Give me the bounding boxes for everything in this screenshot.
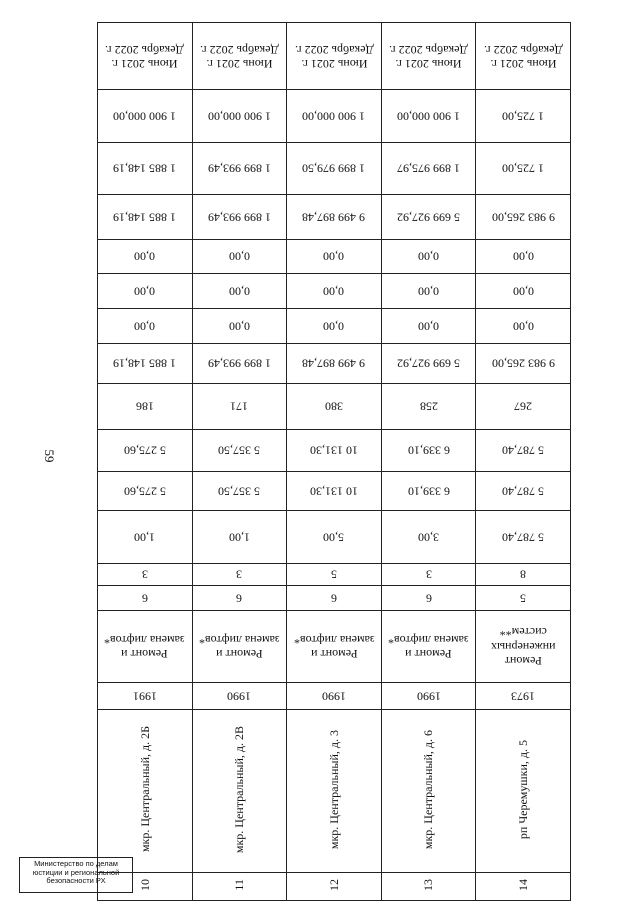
area-cell xyxy=(381,430,476,472)
cost-limit-cell-text: 1 900 000,00 xyxy=(397,109,461,124)
text-line: замена лифтов* xyxy=(104,632,186,647)
fund-cell xyxy=(381,274,476,309)
area-cell-text: 5 787,40 xyxy=(502,484,545,499)
fund-cell-text: 0,00 xyxy=(228,284,250,299)
total-cost-cell xyxy=(192,195,287,240)
ministry-stamp xyxy=(19,857,133,893)
total-cost-cell xyxy=(476,195,571,240)
text-line: Ремонт xyxy=(504,654,542,669)
text-line: Декабрь 2022 г. xyxy=(483,42,563,56)
unit-cost-cell xyxy=(287,143,382,195)
fund-cell-text: 0,00 xyxy=(418,319,440,334)
text-line: Ремонт и xyxy=(121,646,169,661)
cost-cell-text: 9 983 265,00 xyxy=(491,356,555,371)
area-cell xyxy=(476,472,571,511)
total-cost-cell-text: 1 899 993,49 xyxy=(207,210,271,225)
quantity-cell-text: 3,00 xyxy=(418,530,440,545)
floors-cell-text: 3 xyxy=(236,567,243,582)
entrances-cell-text: 6 xyxy=(425,591,432,606)
total-cost-cell-text: 1 885 148,19 xyxy=(113,210,177,225)
quantity-cell-text: 5 787,40 xyxy=(502,530,545,545)
fund-cell-text: 0,00 xyxy=(418,284,440,299)
text-line: Декабрь 2022 г. xyxy=(294,42,374,56)
total-cost-cell-text: 9 499 897,48 xyxy=(302,210,366,225)
fund-cell-text: 0,00 xyxy=(228,319,250,334)
fund-cell xyxy=(192,240,287,274)
period-cell xyxy=(192,23,287,90)
cost-limit-cell-text: 1 900 000,00 xyxy=(207,109,271,124)
area-cell-text: 6 339,10 xyxy=(407,484,450,499)
work-type-cell-text xyxy=(388,632,469,661)
fund-cell-text: 0,00 xyxy=(418,249,440,264)
address-cell-text: мкр. Центральный, д. 6 xyxy=(421,729,436,849)
address-cell-text: рп Черемушки, д. 5 xyxy=(515,739,530,839)
floors-cell-text: 3 xyxy=(425,567,432,582)
unit-cost-cell xyxy=(192,143,287,195)
quantity-cell xyxy=(476,511,571,564)
total-cost-cell-text: 9 983 265,00 xyxy=(491,210,555,225)
area-cell-text: 6 339,10 xyxy=(407,443,450,458)
row-number-cell-text: 12 xyxy=(326,878,341,891)
area-cell xyxy=(287,430,382,472)
floors-cell xyxy=(381,564,476,586)
cost-cell-text: 9 499 897,48 xyxy=(302,356,366,371)
address-cell xyxy=(192,710,287,873)
text-line: Июнь 2021 г. xyxy=(490,56,557,71)
fund-cell xyxy=(476,274,571,309)
text-line: Декабрь 2022 г. xyxy=(105,42,185,56)
floors-cell-text: 8 xyxy=(520,567,527,582)
rotated-table xyxy=(97,22,571,891)
cost-cell-text: 5 699 927,92 xyxy=(397,356,461,371)
text-line: Июнь 2021 г. xyxy=(395,56,462,71)
residents-cell xyxy=(192,384,287,430)
residents-cell-text: 186 xyxy=(135,399,154,414)
row-number-cell-text: 14 xyxy=(515,878,530,891)
total-cost-cell xyxy=(98,195,193,240)
area-cell-text: 5 357,50 xyxy=(218,443,261,458)
quantity-cell xyxy=(381,511,476,564)
quantity-cell-text: 1,00 xyxy=(228,530,250,545)
work-type-cell-text xyxy=(491,625,556,668)
year-cell-text: 1990 xyxy=(321,689,346,704)
fund-cell-text: 0,00 xyxy=(134,319,156,334)
row-number-cell-text: 13 xyxy=(421,878,436,891)
residents-cell xyxy=(381,384,476,430)
period-cell-text xyxy=(200,42,279,71)
year-cell xyxy=(476,683,571,710)
floors-cell xyxy=(192,564,287,586)
period-cell xyxy=(287,23,382,90)
fund-cell xyxy=(381,240,476,274)
text-line: систем** xyxy=(499,625,547,640)
text-line: инженерных xyxy=(490,639,556,654)
text-line: Июнь 2021 г. xyxy=(111,56,178,71)
fund-cell xyxy=(381,309,476,344)
address-cell-text: мкр. Центральный, д. 3 xyxy=(326,729,341,849)
total-cost-cell xyxy=(381,195,476,240)
work-type-cell-text xyxy=(104,632,185,661)
floors-cell xyxy=(98,564,193,586)
area-cell xyxy=(381,472,476,511)
fund-cell xyxy=(98,274,193,309)
fund-cell-text: 0,00 xyxy=(323,249,345,264)
cost-limit-cell xyxy=(98,90,193,143)
area-cell-text: 5 357,50 xyxy=(218,484,261,499)
cost-cell-text: 1 885 148,19 xyxy=(113,356,177,371)
period-cell-text xyxy=(105,42,184,71)
area-cell-text: 5 275,60 xyxy=(123,443,166,458)
entrances-cell xyxy=(381,586,476,611)
work-type-cell xyxy=(192,611,287,683)
text-line: Июнь 2021 г. xyxy=(300,56,368,71)
page-number: 59 xyxy=(42,449,57,463)
residents-cell-text: 258 xyxy=(419,399,438,414)
row-number-cell-text: 10 xyxy=(137,878,152,891)
area-cell xyxy=(287,472,382,511)
area-cell xyxy=(192,430,287,472)
unit-cost-cell xyxy=(98,143,193,195)
text-line: замена лифтов* xyxy=(293,632,375,647)
unit-cost-cell-text: 1 899 975,97 xyxy=(397,161,461,176)
year-cell xyxy=(287,683,382,710)
cost-cell xyxy=(287,344,382,384)
fund-cell-text: 0,00 xyxy=(323,284,345,299)
entrances-cell xyxy=(192,586,287,611)
cost-cell xyxy=(98,344,193,384)
address-cell xyxy=(98,710,193,873)
quantity-cell-text: 1,00 xyxy=(134,530,156,545)
fund-cell-text: 0,00 xyxy=(512,249,534,264)
unit-cost-cell-text: 1 899 979,50 xyxy=(302,161,366,176)
area-cell xyxy=(98,472,193,511)
address-cell xyxy=(476,710,571,873)
text-line: замена лифтов* xyxy=(199,632,280,647)
cost-limit-cell xyxy=(192,90,287,143)
year-cell xyxy=(192,683,287,710)
text-line: Декабрь 2022 г. xyxy=(389,42,468,56)
work-type-cell xyxy=(287,611,382,683)
floors-cell xyxy=(476,564,571,586)
year-cell-text: 1990 xyxy=(227,689,252,704)
row-number-cell xyxy=(287,873,382,901)
cost-cell-text: 1 899 993,49 xyxy=(207,356,271,371)
cost-cell xyxy=(381,344,476,384)
quantity-cell xyxy=(287,511,382,564)
data-table xyxy=(97,22,571,901)
fund-cell-text: 0,00 xyxy=(134,284,156,299)
stamp-line: безопасности РХ xyxy=(46,876,106,886)
cost-limit-cell xyxy=(476,90,571,143)
area-cell-text: 10 131,30 xyxy=(309,443,358,458)
unit-cost-cell-text: 1 725,00 xyxy=(502,161,545,176)
year-cell-text: 1991 xyxy=(132,689,157,704)
unit-cost-cell-text: 1 899 993,49 xyxy=(207,161,271,176)
row-number-cell-text: 11 xyxy=(232,879,247,891)
unit-cost-cell-text: 1 885 148,19 xyxy=(113,161,177,176)
period-cell xyxy=(381,23,476,90)
area-cell xyxy=(98,430,193,472)
year-cell-text: 1973 xyxy=(511,689,536,704)
quantity-cell xyxy=(192,511,287,564)
entrances-cell xyxy=(476,586,571,611)
fund-cell xyxy=(476,240,571,274)
text-line: Декабрь 2022 г. xyxy=(200,42,279,56)
floors-cell-text: 3 xyxy=(141,567,148,582)
cost-limit-cell-text: 1 900 000,00 xyxy=(113,109,177,124)
year-cell xyxy=(98,683,193,710)
area-cell-text: 10 131,30 xyxy=(309,484,358,499)
entrances-cell-text: 6 xyxy=(141,591,148,606)
period-cell-text xyxy=(484,42,563,71)
work-type-cell xyxy=(381,611,476,683)
cost-limit-cell xyxy=(381,90,476,143)
area-cell-text: 5 787,40 xyxy=(502,443,545,458)
entrances-cell-text: 6 xyxy=(330,591,337,606)
address-cell-text: мкр. Центральный, д. 2В xyxy=(232,725,247,853)
fund-cell-text: 0,00 xyxy=(228,249,250,264)
fund-cell xyxy=(287,274,382,309)
stamp-line: Министерство по делам xyxy=(34,859,118,868)
area-cell-text: 5 275,60 xyxy=(123,484,166,499)
text-line: Ремонт и xyxy=(310,646,358,661)
residents-cell xyxy=(287,384,382,430)
work-type-cell xyxy=(98,611,193,683)
text-line: Ремонт и xyxy=(216,646,263,661)
row-number-cell xyxy=(476,873,571,901)
cost-limit-cell-text: 1 900 000,00 xyxy=(302,109,366,124)
fund-cell xyxy=(192,309,287,344)
period-cell xyxy=(98,23,193,90)
cost-cell xyxy=(476,344,571,384)
entrances-cell xyxy=(98,586,193,611)
period-cell-text xyxy=(295,42,374,71)
cost-limit-cell xyxy=(287,90,382,143)
text-line: Ремонт и xyxy=(405,646,452,661)
stamp-line: юстиции и региональной xyxy=(32,867,120,877)
floors-cell-text: 5 xyxy=(330,567,337,582)
residents-cell xyxy=(476,384,571,430)
cost-cell xyxy=(192,344,287,384)
period-cell-text xyxy=(389,42,468,71)
fund-cell xyxy=(98,240,193,274)
work-type-cell-text xyxy=(199,632,280,661)
cost-limit-cell-text: 1 725,00 xyxy=(502,109,545,124)
entrances-cell-text: 6 xyxy=(236,591,243,606)
work-type-cell-text xyxy=(294,632,375,661)
fund-cell-text: 0,00 xyxy=(134,249,156,264)
text-line: замена лифтов* xyxy=(388,632,469,647)
fund-cell-text: 0,00 xyxy=(512,319,534,334)
work-type-cell xyxy=(476,611,571,683)
area-cell xyxy=(192,472,287,511)
fund-cell xyxy=(98,309,193,344)
fund-cell-text: 0,00 xyxy=(512,284,534,299)
entrances-cell xyxy=(287,586,382,611)
fund-cell-text: 0,00 xyxy=(323,319,345,334)
fund-cell xyxy=(287,240,382,274)
total-cost-cell-text: 5 699 927,92 xyxy=(397,210,461,225)
unit-cost-cell xyxy=(476,143,571,195)
text-line: Июнь 2021 г. xyxy=(206,56,273,71)
address-cell xyxy=(287,710,382,873)
fund-cell xyxy=(192,274,287,309)
entrances-cell-text: 5 xyxy=(520,591,527,606)
address-cell-text: мкр. Центральный, д. 2Б xyxy=(137,726,152,853)
fund-cell xyxy=(476,309,571,344)
year-cell-text: 1990 xyxy=(416,689,441,704)
unit-cost-cell xyxy=(381,143,476,195)
period-cell xyxy=(476,23,571,90)
quantity-cell xyxy=(98,511,193,564)
year-cell xyxy=(381,683,476,710)
fund-cell xyxy=(287,309,382,344)
residents-cell xyxy=(98,384,193,430)
address-cell xyxy=(381,710,476,873)
residents-cell-text: 171 xyxy=(230,399,249,414)
quantity-cell-text: 5,00 xyxy=(323,530,345,545)
row-number-cell xyxy=(192,873,287,901)
area-cell xyxy=(476,430,571,472)
floors-cell xyxy=(287,564,382,586)
row-number-cell xyxy=(381,873,476,901)
residents-cell-text: 380 xyxy=(324,399,343,414)
residents-cell-text: 267 xyxy=(514,399,533,414)
total-cost-cell xyxy=(287,195,382,240)
